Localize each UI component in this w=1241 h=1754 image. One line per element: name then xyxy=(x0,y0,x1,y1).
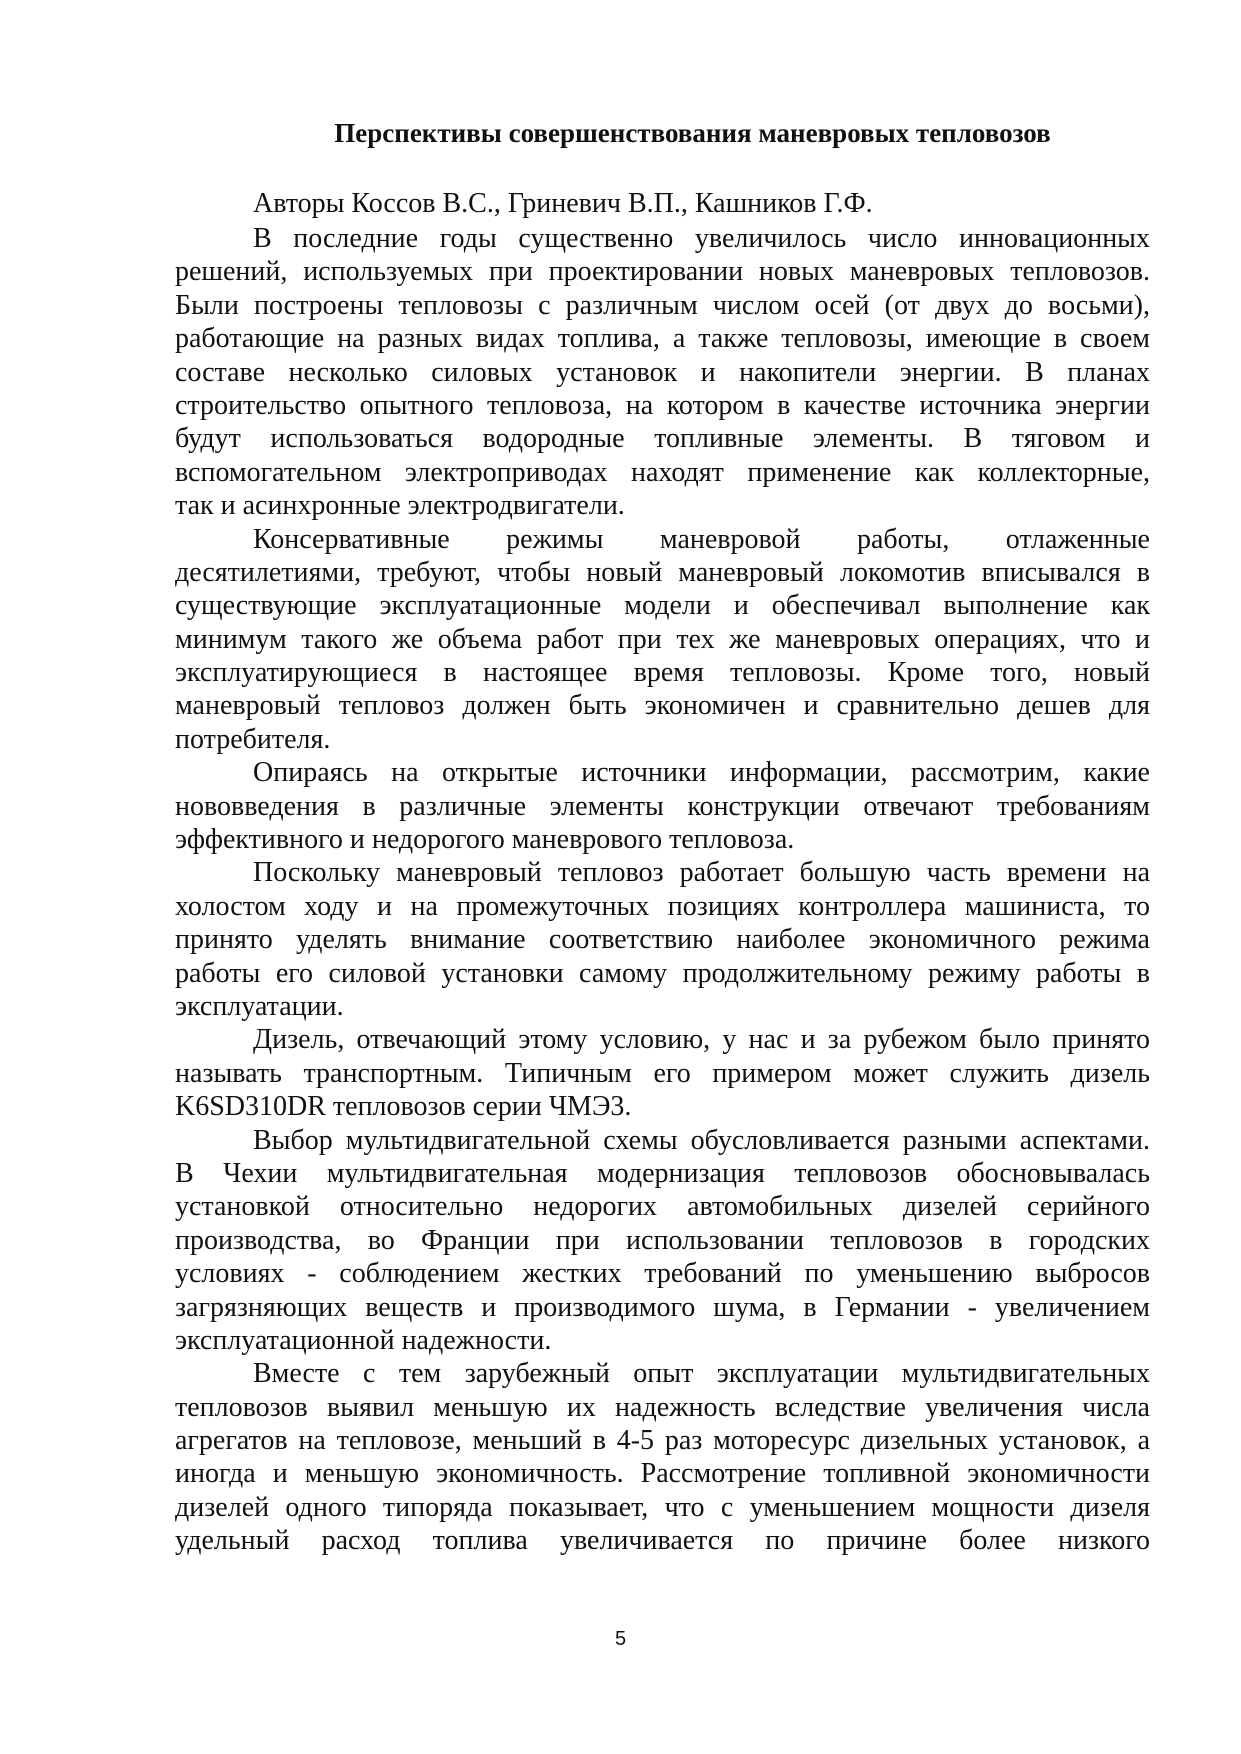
text-line: нововведения в различные элементы конструкции отвечают требованиям xyxy=(175,790,1150,822)
text-line: Были построены тепловозы с различным числом осей (от двух до восьми), xyxy=(175,289,1150,321)
text-line: десятилетиями, требуют, чтобы новый маневровый локомотив вписывался в xyxy=(175,556,1150,588)
text-line: условиях - соблюдением жестких требований по уменьшению выбросов xyxy=(175,1258,1150,1290)
text-line: Консервативные режимы маневровой работы, отлаженные xyxy=(253,523,1150,555)
text-line: работающие на разных видах топлива, а также тепловозы, имеющие в своем xyxy=(175,323,1150,355)
text-line: решений, используемых при проектировании новых маневровых тепловозов. xyxy=(175,256,1150,288)
text-line: существующие эксплуатационные модели и обеспечивал выполнение как xyxy=(175,590,1150,622)
text-line: вспомогательном электроприводах находят применение как коллекторные, xyxy=(175,456,1150,488)
text-line: удельный расход топлива увеличивается по причине более низкого xyxy=(175,1525,1150,1557)
text-line: установкой относительно недорогих автомобильных дизелей серийного xyxy=(175,1191,1150,1223)
text-line: загрязняющих веществ и производимого шума, в Германии - увеличением xyxy=(175,1291,1150,1323)
text-line: маневровый тепловоз должен быть экономичен и сравнительно дешев для xyxy=(175,690,1150,722)
paragraph xyxy=(175,523,1150,757)
text-line: потребителя. xyxy=(175,723,331,755)
paragraph xyxy=(175,856,1150,1023)
text-line: В Чехии мультидвигательная модернизация тепловозов обосновывалась xyxy=(175,1157,1150,1189)
paragraph xyxy=(175,1023,1150,1123)
paragraph xyxy=(175,1124,1150,1358)
text-line: принято уделять внимание соответствию наиболее экономичного режима xyxy=(175,924,1150,956)
text-line: Поскольку маневровый тепловоз работает большую часть времени на xyxy=(253,857,1150,889)
paragraphs xyxy=(175,222,1150,1558)
page-title: Перспективы совершенствования маневровых тепловозов xyxy=(334,118,1051,148)
text-line: иногда и меньшую экономичность. Рассмотрение топливной экономичности xyxy=(175,1458,1150,1490)
text-line: Дизель, отвечающий этому условию, у нас и за рубежом было принято xyxy=(253,1024,1150,1056)
text-line: агрегатов на тепловозе, меньший в 4-5 раз моторесурс дизельных установок, а xyxy=(175,1425,1150,1457)
text-line: работы его силовой установки самому продолжительному режиму работы в xyxy=(175,957,1150,989)
text-line: производства, во Франции при использовании тепловозов в городских xyxy=(175,1224,1150,1256)
text-line: так и асинхронные электродвигатели. xyxy=(175,490,625,522)
text-line: Опираясь на открытые источники информации, рассмотрим, какие xyxy=(253,757,1150,789)
page-number: 5 xyxy=(614,1628,627,1650)
text-line: дизелей одного типоряда показывает, что с уменьшением мощности дизеля xyxy=(175,1491,1150,1523)
text-line: эксплуатации. xyxy=(175,990,344,1022)
text-line: составе несколько силовых установок и накопители энергии. В планах xyxy=(175,356,1150,388)
text-line: В последние годы существенно увеличилось число инновационных xyxy=(253,223,1150,254)
text-line: минимум такого же объема работ при тех же маневровых операциях, что и xyxy=(175,623,1150,655)
text-line: строительство опытного тепловоза, на котором в качестве источника энергии xyxy=(175,389,1150,421)
text-line: холостом ходу и на промежуточных позициях контроллера машиниста, то xyxy=(175,890,1150,922)
paragraph xyxy=(175,756,1150,856)
text-line: тепловозов выявил меньшую их надежность вследствие увеличения числа xyxy=(175,1391,1150,1423)
text-line: K6SD310DR тепловозов серии ЧМЭ3. xyxy=(175,1091,632,1123)
paragraph xyxy=(175,222,1150,523)
text-line: называть транспортным. Типичным его примером может служить дизель xyxy=(175,1057,1150,1089)
text-line: эффективного и недорогого маневрового тепловоза. xyxy=(175,824,795,856)
text-line: будут использоваться водородные топливные элементы. В тяговом и xyxy=(175,423,1150,455)
text-line: эксплуатирующиеся в настоящее время тепловозы. Кроме того, новый xyxy=(175,657,1150,689)
authors-line: Авторы Коссов В.С., Гриневич В.П., Кашников Г.Ф. xyxy=(253,188,873,219)
text-line: эксплуатационной надежности. xyxy=(175,1324,552,1356)
text-line: Выбор мультидвигательной схемы обусловливается разными аспектами. xyxy=(253,1124,1150,1156)
text-line: Вместе с тем зарубежный опыт эксплуатации мультидвигательных xyxy=(253,1358,1150,1390)
document-body xyxy=(175,186,1150,1558)
paragraph xyxy=(175,1357,1150,1557)
